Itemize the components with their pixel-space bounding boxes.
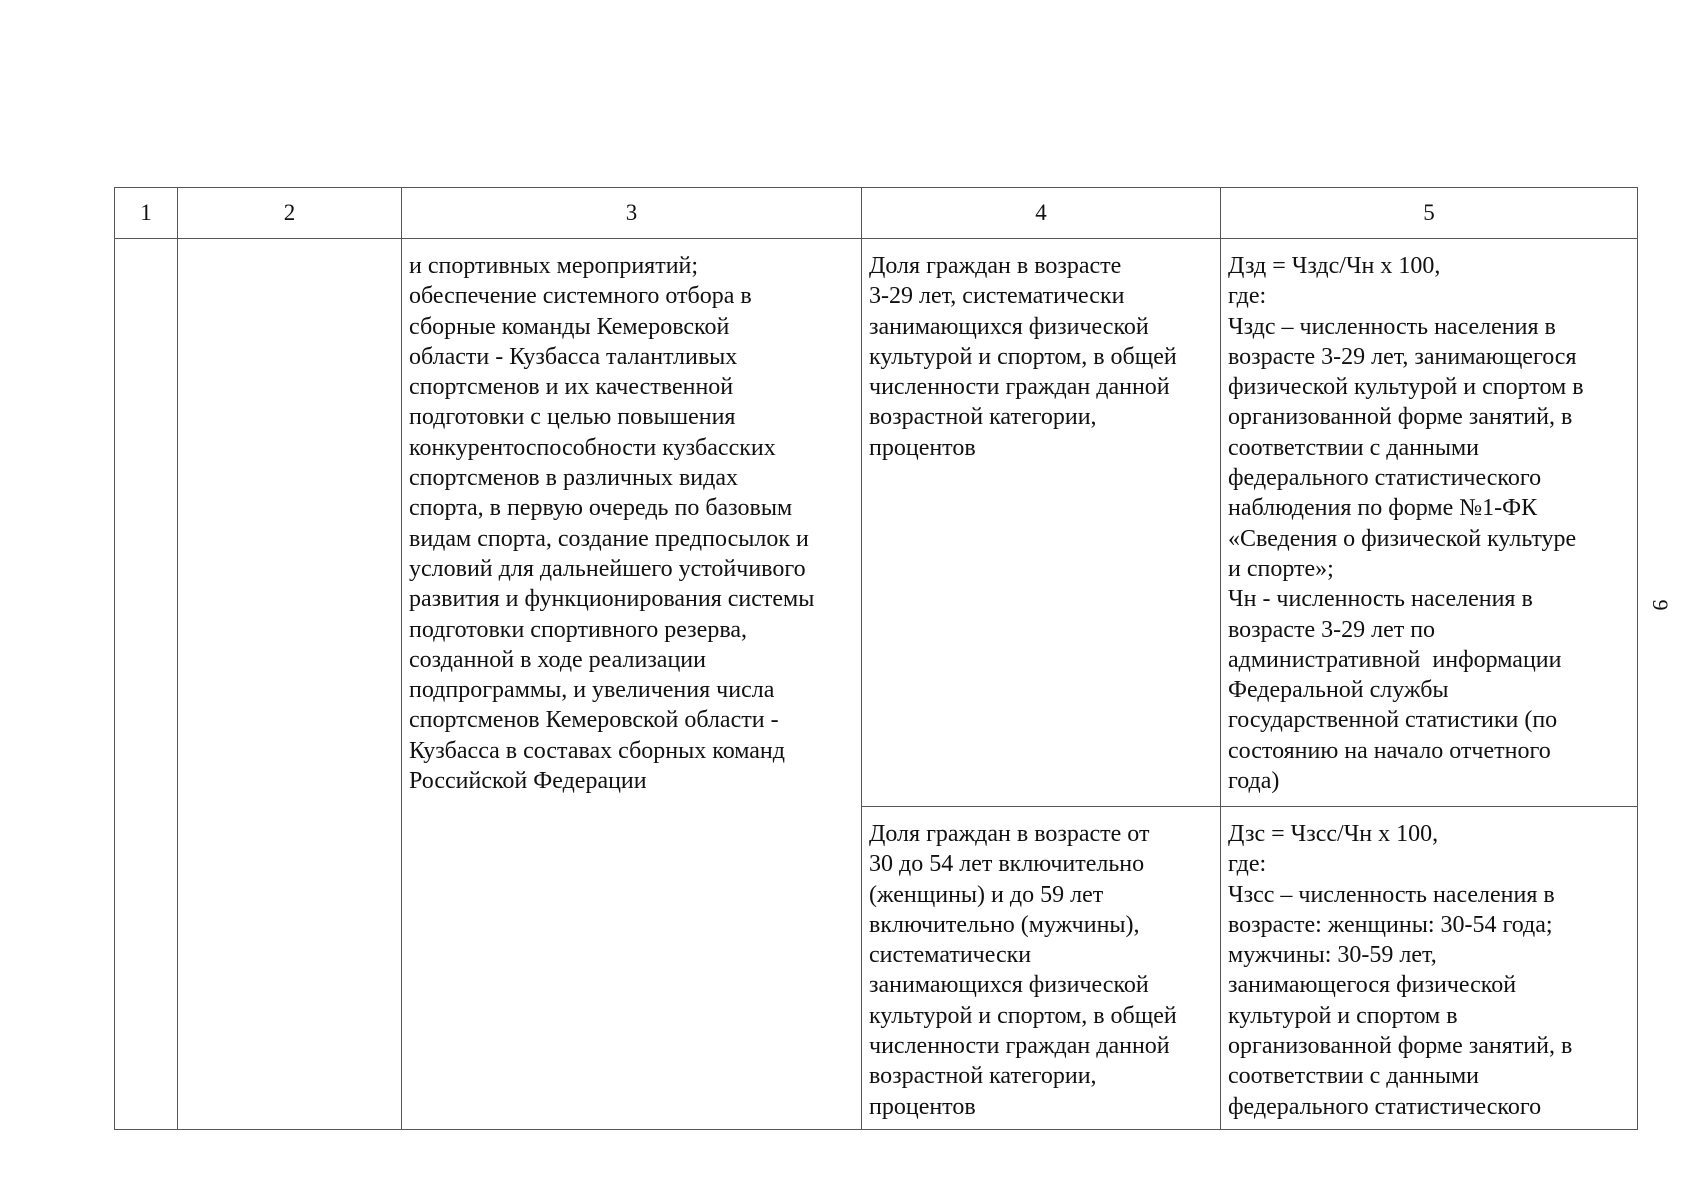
indicator-line: занимающихся физической bbox=[869, 972, 1149, 999]
task-description-line: спортсменов Кемеровской области - bbox=[409, 707, 779, 734]
task-description-line: Российской Федерации bbox=[409, 768, 647, 795]
indicator-line: 3-29 лет, систематически bbox=[869, 283, 1125, 310]
formula-cell bbox=[1221, 239, 1638, 807]
formula-line: Чзсс – численность населения в bbox=[1228, 881, 1555, 908]
indicators-table bbox=[114, 187, 1638, 1130]
formula-line: Чн - численность населения в bbox=[1228, 586, 1533, 613]
header-col-3: 3 bbox=[402, 188, 862, 239]
indicator-line: возрастной категории, bbox=[869, 1063, 1097, 1090]
header-col-5: 5 bbox=[1221, 188, 1638, 239]
formula-line: состоянию на начало отчетного bbox=[1228, 737, 1551, 764]
task-description-line: Кузбасса в составах сборных команд bbox=[409, 737, 785, 764]
formula-line: возрасте: женщины: 30-54 года; bbox=[1228, 911, 1553, 938]
formula-line: соответствии с данными bbox=[1228, 434, 1479, 461]
indicator-line: Доля граждан в возрасте bbox=[869, 253, 1122, 279]
task-description-line: созданной в ходе реализации bbox=[409, 646, 706, 673]
indicator-line: возрастной категории, bbox=[869, 404, 1097, 431]
task-description-line: подпрограммы, и увеличения числа bbox=[409, 677, 775, 704]
task-description-line: обеспечение системного отбора в bbox=[409, 283, 752, 310]
formula-line: физической культурой и спортом в bbox=[1228, 374, 1584, 401]
task-description-line: спортсменов в различных видах bbox=[409, 465, 738, 492]
task-description-line: видам спорта, создание предпосылок и bbox=[409, 525, 809, 552]
page-number: 9 bbox=[1648, 599, 1673, 611]
table-row bbox=[115, 239, 1638, 807]
formula-line: Федеральной службы bbox=[1228, 677, 1449, 704]
header-col-2: 2 bbox=[178, 188, 402, 239]
indicator-line: культурой и спортом, в общей bbox=[869, 343, 1177, 370]
header-col-1: 1 bbox=[115, 188, 178, 239]
header-row bbox=[115, 188, 1638, 239]
task-description-line: спортсменов и их качественной bbox=[409, 374, 734, 401]
task-description-line: условий для дальнейшего устойчивого bbox=[409, 555, 806, 582]
indicator-line: включительно (мужчины), bbox=[869, 911, 1140, 938]
formula-line: «Сведения о физической культуре bbox=[1228, 525, 1577, 552]
formula-line: возрасте 3-29 лет, занимающегося bbox=[1228, 343, 1577, 370]
indicator-line: систематически bbox=[869, 942, 1032, 969]
formula-cell bbox=[1221, 807, 1638, 1130]
task-description-cell bbox=[402, 239, 862, 1130]
task-description-line: подготовки с целью повышения bbox=[409, 404, 736, 431]
indicator-line: 30 до 54 лет включительно bbox=[869, 851, 1145, 878]
indicator-cell bbox=[862, 239, 1221, 807]
formula-line: организованной форме занятий, в bbox=[1228, 1033, 1573, 1060]
task-description-line: конкурентоспособности кузбасских bbox=[409, 434, 776, 461]
task-description-line: сборные команды Кемеровской bbox=[409, 313, 730, 340]
formula-line: федерального статистического bbox=[1228, 1093, 1542, 1120]
indicator-cell bbox=[862, 807, 1221, 1130]
formula-line: государственной статистики (по bbox=[1228, 707, 1558, 734]
formula-line: Дзд = Чздс/Чн х 100, bbox=[1228, 253, 1441, 279]
header-col-4: 4 bbox=[862, 188, 1221, 239]
formula-line: мужчины: 30-59 лет, bbox=[1228, 942, 1437, 969]
indicator-line: численности граждан данной bbox=[869, 1033, 1170, 1060]
formula-line: федерального статистического bbox=[1228, 465, 1542, 492]
cell-col-1 bbox=[115, 239, 178, 1130]
formula-line: где: bbox=[1228, 851, 1267, 878]
formula-line: Чздс – численность населения в bbox=[1228, 313, 1556, 340]
task-description-line: подготовки спортивного резерва, bbox=[409, 616, 747, 643]
task-description-line: области - Кузбасса талантливых bbox=[409, 343, 738, 370]
indicator-line: культурой и спортом, в общей bbox=[869, 1002, 1177, 1029]
indicator-line: процентов bbox=[869, 1093, 976, 1120]
formula-line: культурой и спортом в bbox=[1228, 1002, 1458, 1029]
formula-line: и спорте»; bbox=[1228, 555, 1334, 582]
task-description-line: и спортивных мероприятий; bbox=[409, 253, 699, 279]
formula-line: организованной форме занятий, в bbox=[1228, 404, 1573, 431]
formula-line: соответствии с данными bbox=[1228, 1063, 1479, 1090]
task-description-line: развития и функционирования системы bbox=[409, 586, 815, 613]
formula-line: занимающегося физической bbox=[1228, 972, 1517, 999]
indicator-line: занимающихся физической bbox=[869, 313, 1149, 340]
formula-line: года) bbox=[1228, 768, 1280, 795]
task-description-line: спорта, в первую очередь по базовым bbox=[409, 495, 793, 522]
formula-line: возрасте 3-29 лет по bbox=[1228, 616, 1436, 643]
cell-col-2 bbox=[178, 239, 402, 1130]
formula-line: где: bbox=[1228, 283, 1267, 310]
indicator-line: процентов bbox=[869, 434, 976, 461]
formula-line: Дзс = Чзсс/Чн х 100, bbox=[1228, 821, 1439, 847]
formula-line: наблюдения по форме №1-ФК bbox=[1228, 495, 1538, 522]
formula-line: административной информации bbox=[1228, 646, 1562, 673]
indicator-line: Доля граждан в возрасте от bbox=[869, 821, 1150, 847]
indicator-line: (женщины) и до 59 лет bbox=[869, 881, 1104, 908]
indicator-line: численности граждан данной bbox=[869, 374, 1170, 401]
